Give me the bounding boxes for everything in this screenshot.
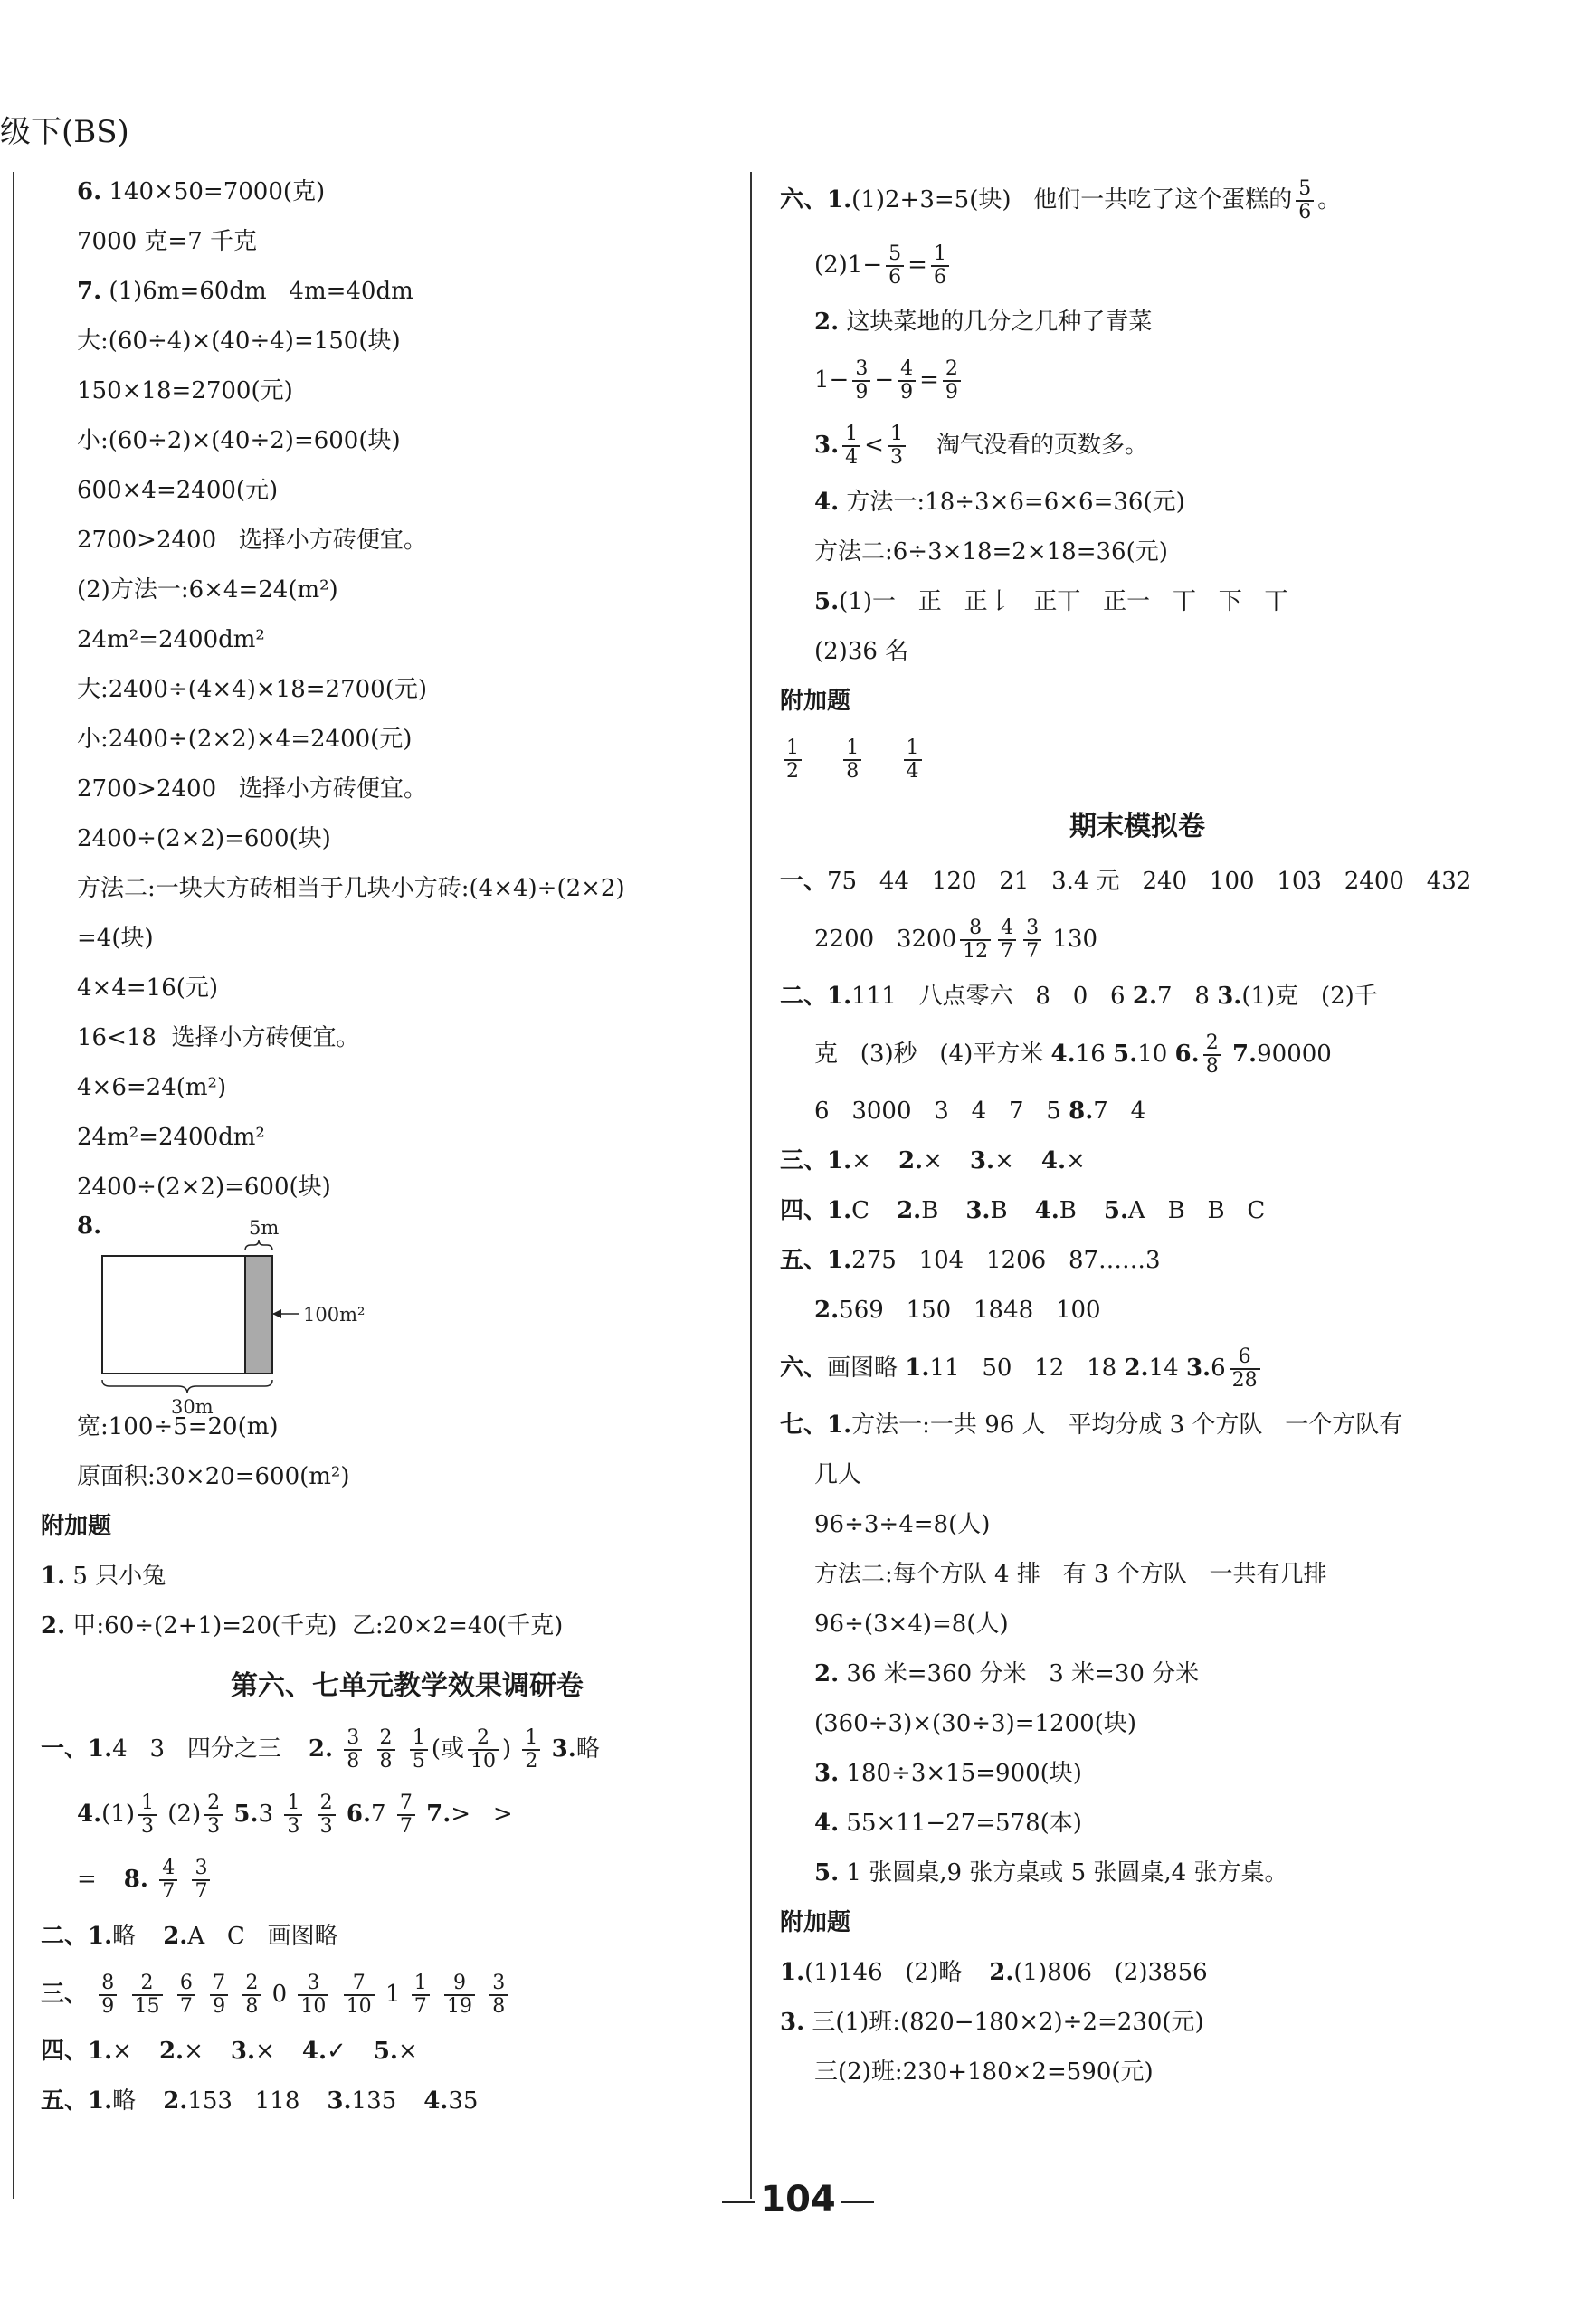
answer-line: 150×18=2700(元): [77, 377, 293, 404]
bottom-brace: [102, 1380, 272, 1393]
column-divider: [750, 172, 752, 2199]
answer-line: 2.569 150 1848 100: [814, 1297, 1101, 1324]
fraction: $\frac{2}{8}$: [1203, 1032, 1221, 1078]
answer-line: 4. 方法一:18÷3×6=6×6=36(元): [814, 489, 1185, 516]
answer-line: 五、1.略 2.153 118 3.135 4.35: [41, 2087, 479, 2115]
answer-line: 六、画图略 1.11 50 12 18 2.14 3.6 $\frac{6}{28}$: [780, 1336, 1495, 1401]
extra-title: 附加题: [41, 1513, 112, 1540]
fraction: $\frac{6}{28}$: [1230, 1346, 1260, 1392]
answer-line: (2)方法一:6×4=24(m²): [77, 576, 338, 604]
answer-line: 2. 这块菜地的几分之几种了青菜: [814, 309, 1153, 336]
answer-line: 克 (3)秒 (4)平方米 4.16 5.10 6. $\frac{2}{8}$ 7.90000: [814, 1031, 1332, 1078]
answer-line: 600×4=2400(元): [77, 477, 279, 504]
answer-line: 7. (1)6m=60dm 4m=40dm: [77, 278, 413, 305]
answer-line: 三(2)班:230+180×2=590(元): [814, 2058, 1154, 2086]
answer-line: 5. 1 张圆桌,9 张方桌或 5 张圆桌,4 张方桌。: [814, 1859, 1288, 1887]
fraction: $\frac{7}{10}$: [344, 1973, 375, 2018]
answer-line: 5.(1)一 正 正𠄌 正丅 正一 丅 下 丅: [814, 588, 1288, 615]
fraction: $\frac{9}{19}$: [444, 1973, 475, 2018]
fraction: $\frac{2}{8}$: [242, 1973, 261, 2018]
top-brace: [245, 1240, 272, 1250]
label-100m2: 100m²: [303, 1304, 366, 1326]
answer-line: 几人: [814, 1461, 862, 1488]
area-arrow: [272, 1309, 281, 1318]
fraction: $\frac{2}{3}$: [204, 1792, 223, 1838]
answer-line: 6 3000 3 4 7 5 8.7 4: [814, 1098, 1146, 1125]
answer-line: 小:(60÷2)×(40÷2)=600(块): [77, 427, 401, 454]
answer-line: 2700>2400 选择小方砖便宜。: [77, 527, 427, 554]
fraction: $\frac{1}{4}$: [904, 737, 922, 783]
answer-line: (360÷3)×(30÷3)=1200(块): [814, 1710, 1136, 1737]
answer-line: 16<18 选择小方砖便宜。: [77, 1024, 360, 1051]
fraction: $\frac{1}{2}$: [522, 1727, 540, 1773]
fraction: $\frac{3}{7}$: [192, 1858, 210, 1903]
rectangle-figure: [77, 1212, 737, 1418]
fraction: $\frac{4}{7}$: [159, 1858, 177, 1903]
extra-title: 附加题: [780, 1909, 851, 1936]
fraction: $\frac{2}{10}$: [468, 1727, 499, 1773]
answer-line: 3. 三(1)班:(820−180×2)÷2=230(元): [780, 2009, 1204, 2036]
answer-line: 24m²=2400dm²: [77, 1124, 265, 1151]
answer-line: 小:2400÷(2×2)×4=2400(元): [77, 726, 413, 753]
answer-line: = 8. $\frac{4}{7}$ $\frac{3}{7}$: [77, 1847, 737, 1912]
answer-line: 六、1.(1)2+3=5(块) 他们一共吃了这个蛋糕的 $\frac{5}{6}$ 。: [780, 176, 1342, 223]
rectangle-diagram: [77, 1212, 366, 1418]
answer-line: 四、1.C 2.B 3.B 4.B 5.A B B C: [780, 1197, 1266, 1224]
answer-line: 1− $\frac{3}{9}$ − $\frac{4}{9}$ = $\frac{2}{9}$: [780, 347, 1495, 413]
answer-line: 7000 克=7 千克: [77, 228, 258, 255]
extra-title: 附加题: [780, 688, 851, 715]
answer-line: 4×4=16(元): [77, 974, 219, 1002]
fraction: $\frac{8}{9}$: [99, 1973, 117, 2018]
fraction: $\frac{2}{9}$: [943, 358, 961, 404]
fraction: $\frac{1}{8}$: [843, 737, 861, 783]
label-5m: 5m: [249, 1217, 280, 1239]
answer-line: 96÷3÷4=8(人): [814, 1511, 991, 1538]
answer-line: 一、1.4 3 四分之三 2. $\frac{3}{8}$ $\frac{2}{8}$ $\frac{1}{5}$ (或 $\frac{2}{10}$ ) $\frac{1}{2}$ 3.略: [41, 1725, 600, 1773]
fraction: $\frac{1}{3}$: [888, 423, 906, 469]
answer-line: 2200 3200 $\frac{8}{12}$ $\frac{4}{7}$ $\frac{3}{7}$ 130: [814, 916, 1098, 963]
answer-line: 2400÷(2×2)=600(块): [77, 1174, 331, 1201]
fraction: $\frac{1}{4}$: [842, 423, 860, 469]
fraction: $\frac{5}{6}$: [1296, 178, 1314, 223]
answer-line: 宽:100÷5=20(m): [77, 1413, 279, 1440]
answer-line: 五、1.275 104 1206 87……3: [780, 1247, 1161, 1274]
page-number: 104: [760, 2179, 836, 2220]
fraction: $\frac{7}{9}$: [210, 1973, 228, 2018]
answer-line: 三、1.× 2.× 3.× 4.×: [780, 1147, 1086, 1174]
fraction: $\frac{3}{10}$: [298, 1973, 328, 2018]
fraction: $\frac{1}{5}$: [410, 1727, 428, 1773]
answer-line: 2. 36 米=360 分米 3 米=30 分米: [814, 1660, 1200, 1687]
answer-line: 三、 $\frac{8}{9}$ $\frac{2}{15}$ $\frac{6}{7}$ $\frac{7}{9}$ $\frac{2}{8}$ 0 $\frac{3}{10}$ $\frac{7}{10}$ 1 $\frac{1}{7}$ $\frac{9}{19}$ $\frac{3}{8}$: [41, 1962, 737, 2027]
fraction: $\frac{2}{8}$: [377, 1727, 395, 1773]
answer-line: =4(块): [77, 925, 154, 952]
answer-line: 原面积:30×20=600(m²): [77, 1463, 350, 1490]
answer-line: 96÷(3×4)=8(人): [814, 1611, 1009, 1638]
fraction: $\frac{3}{8}$: [489, 1973, 508, 2018]
fraction: $\frac{6}{7}$: [177, 1973, 195, 2018]
left-column: [41, 167, 737, 2126]
fraction: $\frac{3}{8}$: [344, 1727, 362, 1773]
page-header: 级下(BS): [0, 114, 129, 150]
answer-line: 24m²=2400dm²: [77, 626, 265, 653]
answer-line: (2)1− $\frac{5}{6}$ = $\frac{1}{6}$: [780, 233, 1495, 298]
fraction: $\frac{3}{9}$: [852, 358, 870, 404]
answer-line: 4.(1) $\frac{1}{3}$ (2) $\frac{2}{3}$ 5.3 $\frac{1}{3}$ $\frac{2}{3}$ 6.7 $\frac{7}{7}$ 7.> >: [77, 1791, 513, 1838]
unit-test-title: 第六、七单元教学效果调研卷: [231, 1670, 584, 1702]
answer-line: 四、1.× 2.× 3.× 4.✓ 5.×: [41, 2038, 418, 2065]
answer-line: 6. 140×50=7000(克): [77, 178, 326, 205]
answer-line: (2)36 名: [814, 638, 909, 665]
answer-line: 方法二:6÷3×18=2×18=36(元): [814, 538, 1168, 566]
answer-line: 二、1.略 2.A C 画图略: [41, 1923, 338, 1950]
answer-line: 方法二:每个方队 4 排 有 3 个方队 一共有几排: [814, 1561, 1327, 1588]
answer-line: 2400÷(2×2)=600(块): [77, 825, 331, 852]
answer-line: 大:(60÷4)×(40÷4)=150(块): [77, 328, 401, 355]
answer-line: 2700>2400 选择小方砖便宜。: [77, 775, 427, 803]
shaded-strip: [245, 1256, 272, 1374]
fraction: $\frac{1}{6}$: [931, 243, 949, 289]
left-margin-rule: [13, 172, 14, 2199]
answer-line: 3. 180÷3×15=900(块): [814, 1760, 1082, 1787]
fraction: $\frac{3}{7}$: [1023, 917, 1041, 963]
figure-number: 8.: [77, 1212, 102, 1240]
answer-line: [780, 727, 1495, 792]
fraction: $\frac{1}{3}$: [284, 1792, 302, 1838]
answer-line: 4. 55×11−27=578(本): [814, 1810, 1082, 1837]
final-exam-title: 期末模拟卷: [1069, 811, 1205, 842]
label-30m: 30m: [171, 1396, 214, 1418]
answer-line: 方法二:一块大方砖相当于几块小方砖:(4×4)÷(2×2): [77, 875, 625, 902]
fraction: $\frac{4}{7}$: [998, 917, 1016, 963]
answer-line: 大:2400÷(4×4)×18=2700(元): [77, 676, 427, 703]
answer-line: 1.(1)146 (2)略 2.(1)806 (2)3856: [780, 1959, 1208, 1986]
fraction: $\frac{2}{3}$: [318, 1792, 336, 1838]
answer-line: 二、1.111 八点零六 8 0 6 2.7 8 3.(1)克 (2)千: [780, 983, 1378, 1010]
fraction: $\frac{7}{7}$: [397, 1792, 415, 1838]
fraction: $\frac{4}{9}$: [898, 358, 916, 404]
answer-line: 3. $\frac{1}{4}$ < $\frac{1}{3}$ 淘气没看的页数多。: [814, 422, 1148, 469]
right-column: [780, 167, 1495, 2097]
answer-line: 2. 甲:60÷(2+1)=20(千克) 乙:20×2=40(千克): [41, 1612, 564, 1640]
answer-line: 1. 5 只小兔: [41, 1563, 166, 1590]
fraction: $\frac{5}{6}$: [886, 243, 904, 289]
fraction: $\frac{1}{3}$: [138, 1792, 157, 1838]
answer-line: 4×6=24(m²): [77, 1074, 227, 1101]
fraction: $\frac{8}{12}$: [960, 917, 991, 963]
answer-line: 七、1.方法一:一共 96 人 平均分成 3 个方队 一个方队有: [780, 1412, 1403, 1439]
fraction: $\frac{2}{15}$: [132, 1973, 163, 2018]
answer-line: 一、75 44 120 21 3.4 元 240 100 103 2400 432: [780, 868, 1472, 895]
page-number-footer: [0, 2179, 1596, 2220]
fraction: $\frac{1}{2}$: [784, 737, 802, 783]
fraction: $\frac{1}{7}$: [412, 1973, 430, 2018]
original-rectangle: [102, 1256, 245, 1374]
